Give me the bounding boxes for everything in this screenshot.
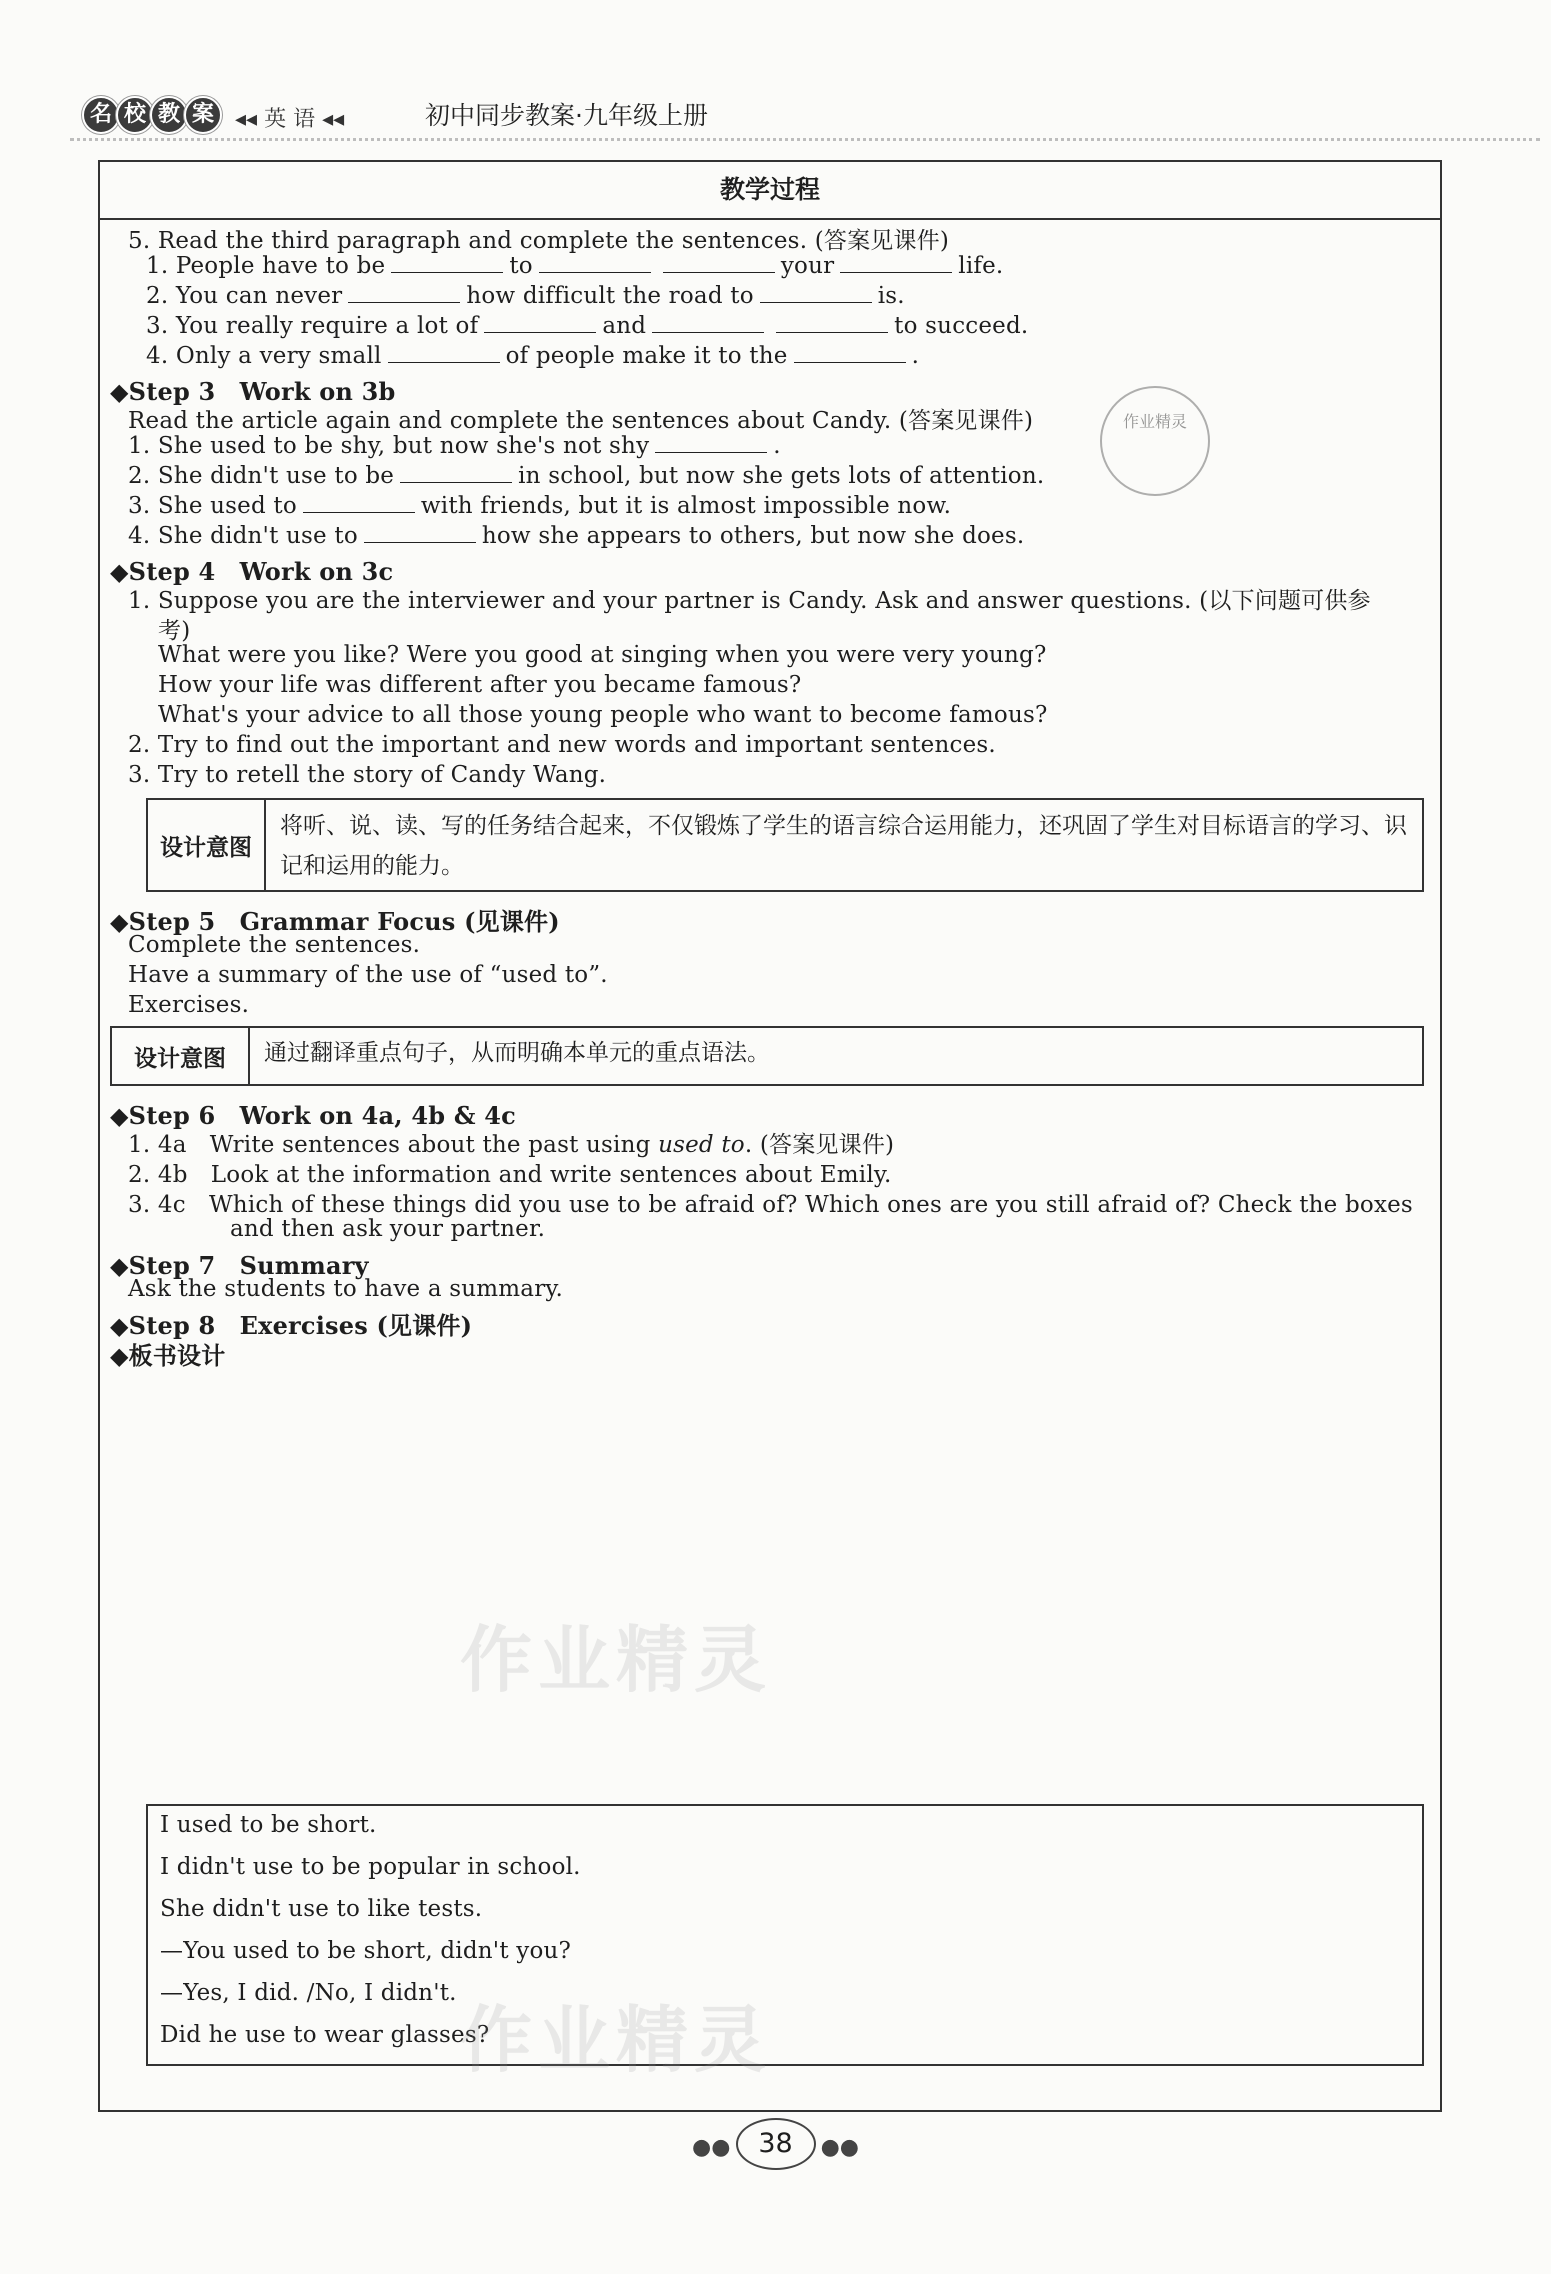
step4-item-1: 1. Suppose you are the interviewer and your partner is Candy. Ask and answer questions. (以下问题可供参 bbox=[128, 588, 1371, 614]
step7-line-1: Ask the students to have a summary. bbox=[128, 1276, 564, 1302]
brand-char: 名 bbox=[82, 96, 120, 134]
page-header bbox=[70, 88, 1540, 148]
step4-question-3: What's your advice to all those young people who want to become famous? bbox=[158, 702, 1048, 728]
step6-item-2: 2. 4b Look at the information and write sentences about Emily. bbox=[128, 1162, 892, 1188]
step3-sentence-1: 1. She used to be shy, but now she's not shy . bbox=[128, 433, 781, 459]
step4-question-1: What were you like? Were you good at singing when you were very young? bbox=[158, 642, 1047, 668]
answer-blank[interactable] bbox=[652, 312, 764, 333]
frame-title: 教学过程 bbox=[100, 162, 1440, 220]
answer-blank[interactable] bbox=[400, 462, 512, 483]
dots-icon: ●● bbox=[692, 2135, 731, 2160]
answer-blank[interactable] bbox=[663, 252, 775, 273]
brand-char: 案 bbox=[184, 96, 222, 134]
page-number bbox=[0, 2118, 1551, 2170]
watermark: 作业精灵 bbox=[460, 1998, 773, 2082]
step5-line-1: Complete the sentences. bbox=[128, 932, 421, 958]
design-intent-box-1 bbox=[146, 798, 1424, 892]
answer-blank[interactable] bbox=[364, 522, 476, 543]
lesson-frame bbox=[98, 160, 1442, 2112]
answer-blank[interactable] bbox=[840, 252, 952, 273]
board-line: I used to be short. bbox=[160, 1812, 377, 1838]
step3-sentence-2: 2. She didn't use to be in school, but now she gets lots of attention. bbox=[128, 463, 1045, 489]
board-design-title: ◆板书设计 bbox=[110, 1341, 226, 1370]
board-line: —You used to be short, didn't you? bbox=[160, 1938, 572, 1964]
design-intent-box-2 bbox=[110, 1026, 1424, 1086]
step5-title: ◆Step 5 Grammar Focus (见课件) bbox=[110, 907, 560, 936]
step6-item-3: 3. 4c Which of these things did you use to be afraid of? Which ones are you still afraid of? Check the boxes bbox=[128, 1192, 1413, 1218]
item5-sentence-3: 3. You really require a lot of and to succeed. bbox=[146, 313, 1029, 339]
book-title: 初中同步教案·九年级上册 bbox=[425, 101, 708, 130]
item5-sentence-2: 2. You can never how difficult the road to is. bbox=[146, 283, 905, 309]
design-intent-text: 通过翻译重点句子，从而明确本单元的重点语法。 bbox=[264, 1040, 770, 1066]
answer-blank[interactable] bbox=[776, 312, 888, 333]
answer-blank[interactable] bbox=[794, 342, 906, 363]
step5-line-3: Exercises. bbox=[128, 992, 250, 1018]
item5-sentence-1: 1. People have to be to your life. bbox=[146, 253, 1004, 279]
step4-item-1-cont: 考) bbox=[158, 618, 191, 644]
answer-blank[interactable] bbox=[388, 342, 500, 363]
answer-blank[interactable] bbox=[760, 282, 872, 303]
stamp: 作业精灵 bbox=[1100, 386, 1210, 496]
step4-item-3: 3. Try to retell the story of Candy Wang. bbox=[128, 762, 607, 788]
brand-char: 校 bbox=[116, 96, 154, 134]
answer-blank[interactable] bbox=[655, 432, 767, 453]
board-line: Did he use to wear glasses? bbox=[160, 2022, 490, 2048]
header-divider bbox=[70, 138, 1540, 141]
item5-sentence-4: 4. Only a very small of people make it to the . bbox=[146, 343, 920, 369]
step6-item-1: 1. 4a Write sentences about the past using used to. (答案见课件) bbox=[128, 1132, 895, 1158]
board-design-box bbox=[146, 1804, 1424, 2066]
board-line: I didn't use to be popular in school. bbox=[160, 1854, 581, 1880]
answer-blank[interactable] bbox=[348, 282, 460, 303]
design-intent-label: 设计意图 bbox=[148, 800, 266, 890]
design-intent-text: 将听、说、读、写的任务结合起来，不仅锻炼了学生的语言综合运用能力，还巩固了学生对目标语言的学习、识记和运用的能力。 bbox=[280, 813, 1407, 879]
brand-char: 教 bbox=[150, 96, 188, 134]
dots-icon: ●● bbox=[820, 2135, 859, 2160]
step4-title: ◆Step 4 Work on 3c bbox=[110, 557, 394, 586]
step6-item-3-cont: and then ask your partner. bbox=[230, 1216, 546, 1242]
step4-question-2: How your life was different after you became famous? bbox=[158, 672, 802, 698]
answer-blank[interactable] bbox=[484, 312, 596, 333]
page-number-value: 38 bbox=[736, 2118, 816, 2170]
step6-title: ◆Step 6 Work on 4a, 4b & 4c bbox=[110, 1101, 516, 1130]
step8-title: ◆Step 8 Exercises (见课件) bbox=[110, 1311, 473, 1340]
brand-logo bbox=[82, 96, 218, 134]
subject-label: ◂◂ 英 语 ◂◂ bbox=[235, 107, 345, 132]
answer-blank[interactable] bbox=[391, 252, 503, 273]
step5-line-2: Have a summary of the use of “used to”. bbox=[128, 962, 608, 988]
watermark: 作业精灵 bbox=[460, 1618, 773, 1702]
board-line: She didn't use to like tests. bbox=[160, 1896, 483, 1922]
step3-sentence-3: 3. She used to with friends, but it is almost impossible now. bbox=[128, 493, 952, 519]
step7-title: ◆Step 7 Summary bbox=[110, 1251, 369, 1280]
step3-intro: Read the article again and complete the sentences about Candy. (答案见课件) bbox=[128, 408, 1034, 434]
board-line: —Yes, I did. /No, I didn't. bbox=[160, 1980, 457, 2006]
step4-item-2: 2. Try to find out the important and new words and important sentences. bbox=[128, 732, 996, 758]
answer-blank[interactable] bbox=[303, 492, 415, 513]
answer-blank[interactable] bbox=[539, 252, 651, 273]
design-intent-label: 设计意图 bbox=[112, 1028, 250, 1084]
item5-title: 5. Read the third paragraph and complete the sentences. (答案见课件) bbox=[128, 228, 950, 254]
step3-sentence-4: 4. She didn't use to how she appears to others, but now she does. bbox=[128, 523, 1025, 549]
step3-title: ◆Step 3 Work on 3b bbox=[110, 377, 396, 406]
